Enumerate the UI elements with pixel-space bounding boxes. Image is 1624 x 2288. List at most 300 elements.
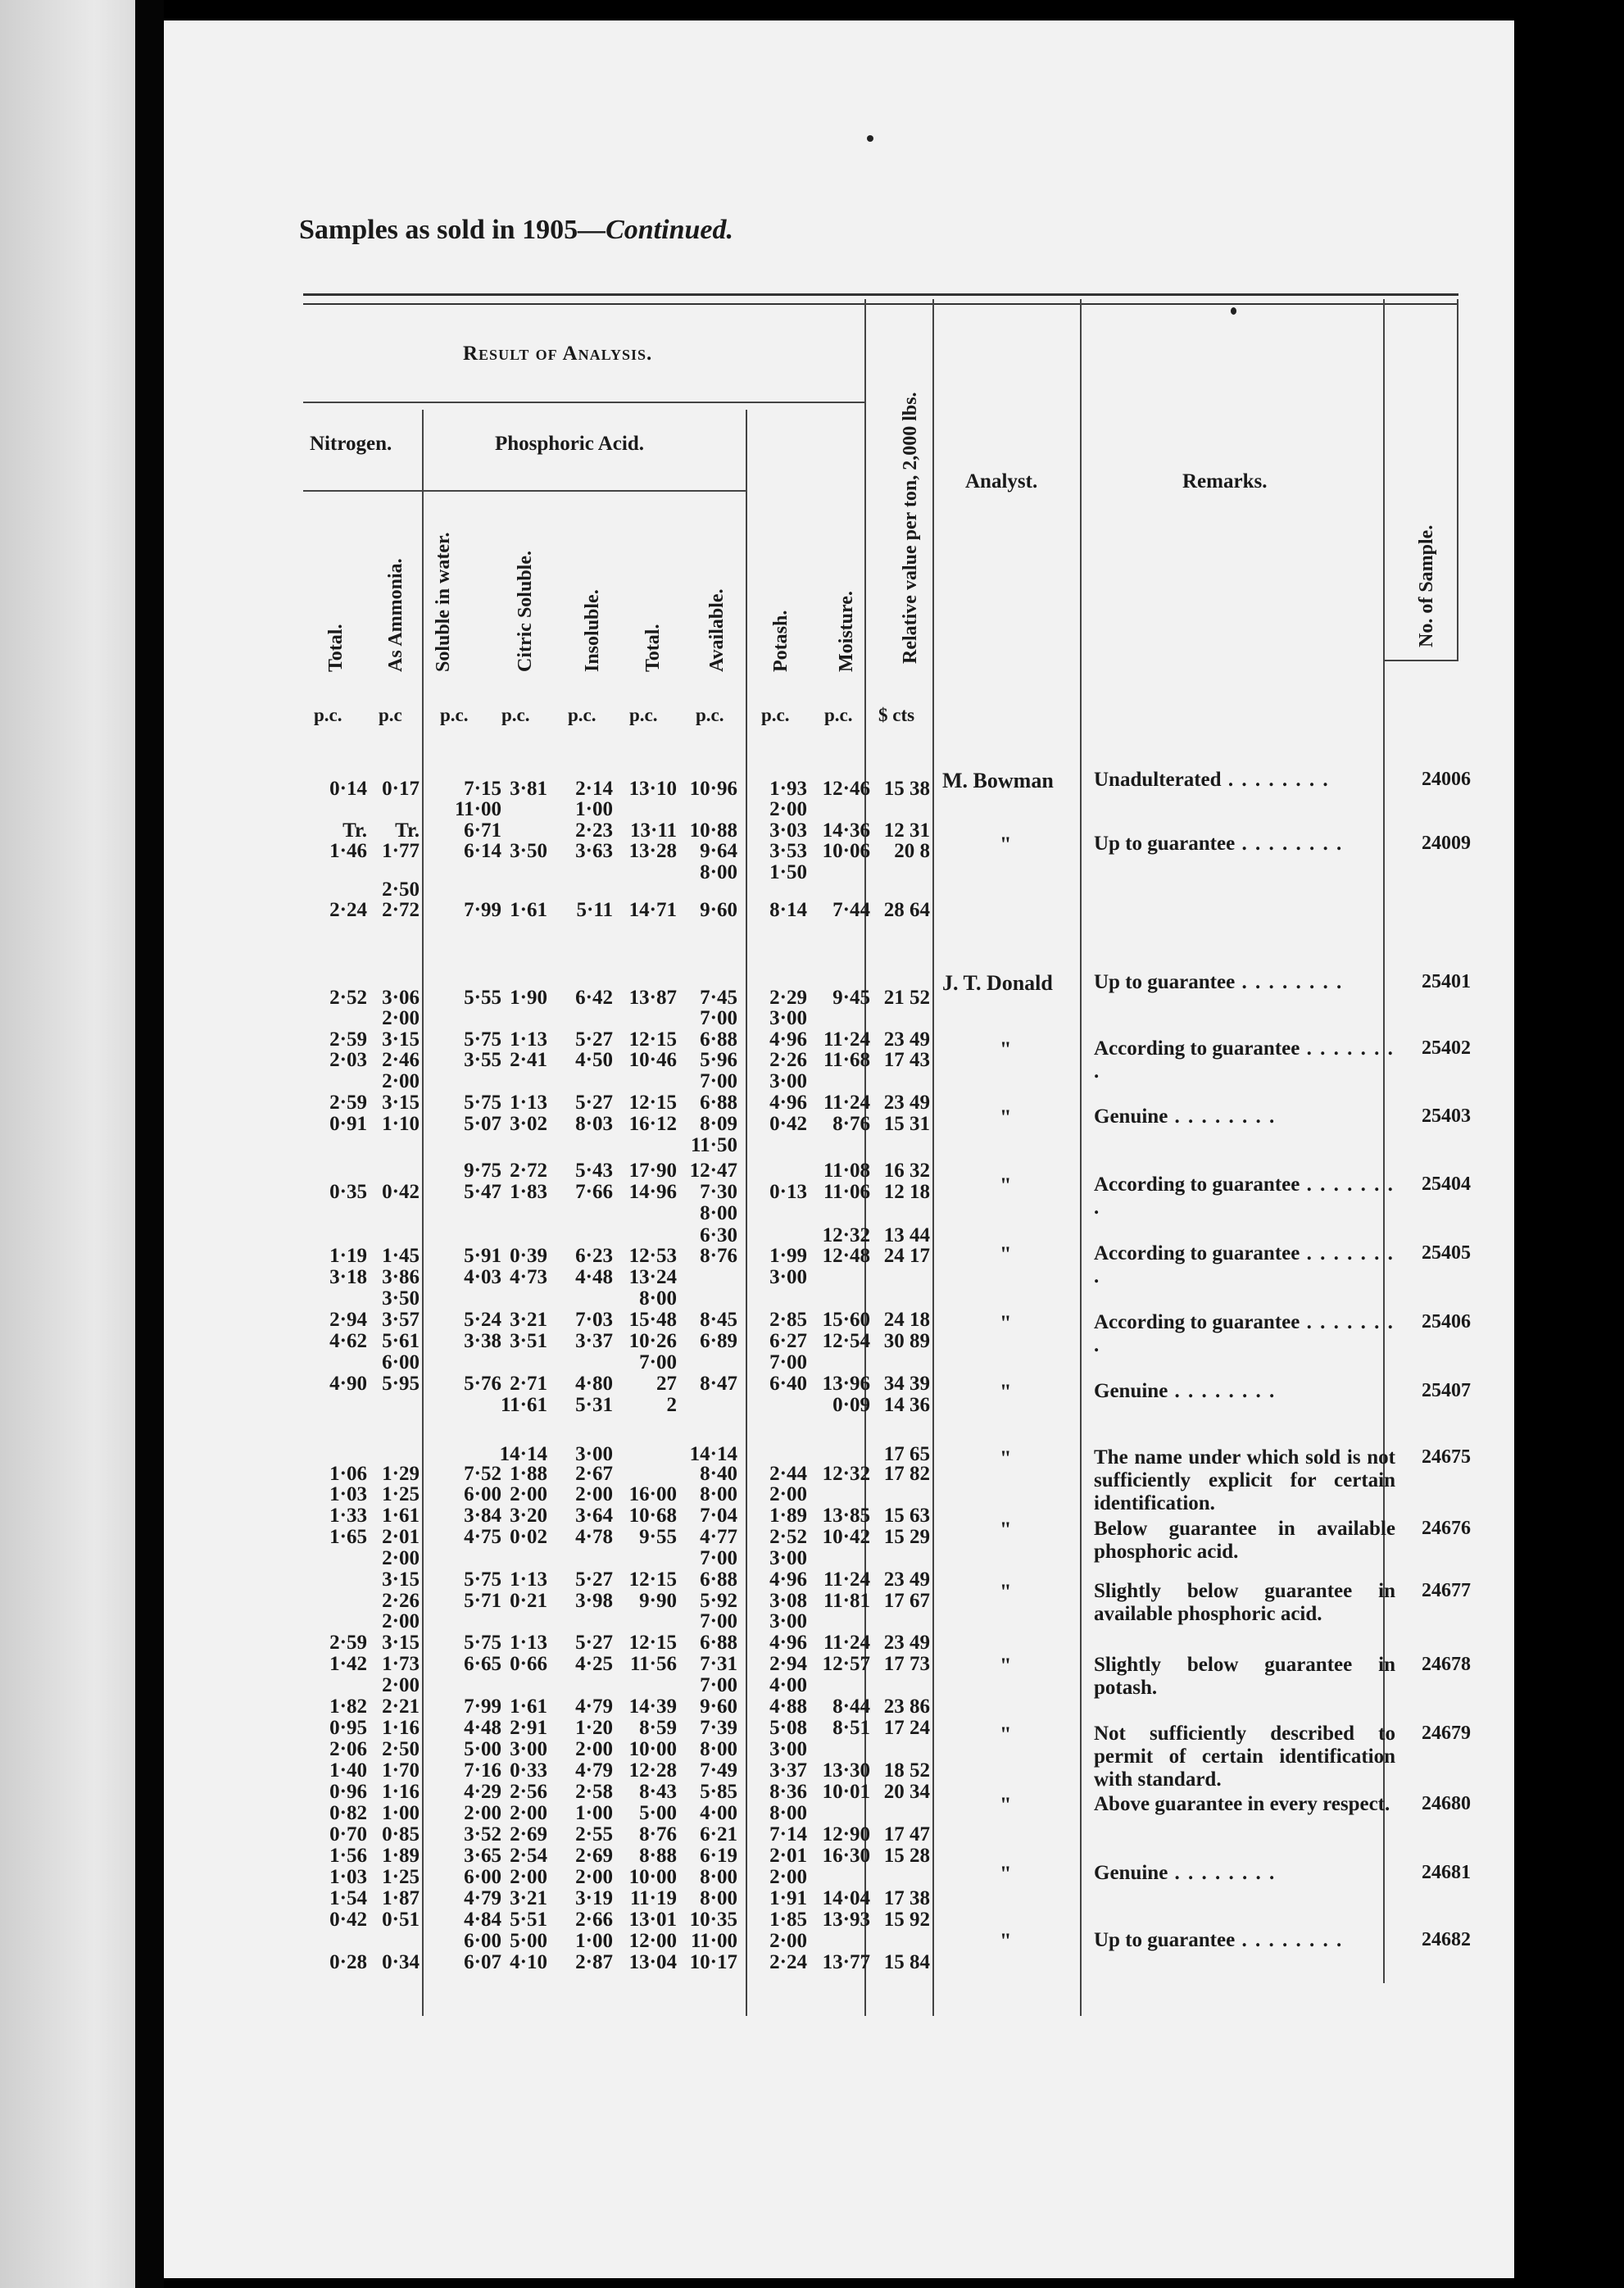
- cell-available: 9·64: [700, 840, 737, 862]
- remark-text: [1094, 833, 1395, 856]
- cell-moisture: 10·42: [822, 1526, 870, 1548]
- cell-as-ammonia: 1·70: [382, 1759, 420, 1782]
- cell-potash: 4·88: [769, 1696, 807, 1718]
- analyst-name: J. T. Donald: [942, 971, 1053, 995]
- cell-nitrogen-total: 1·46: [329, 840, 367, 862]
- cell-moisture: 13·93: [822, 1909, 870, 1931]
- cell-citric-soluble: 1·13: [510, 1568, 547, 1591]
- cell-available: 4·00: [700, 1802, 737, 1824]
- unit-label: p.c.: [314, 705, 342, 725]
- cell-moisture: 0·09: [832, 1394, 870, 1416]
- remark-label: Up to guarantee: [1094, 833, 1236, 855]
- cell-available: 11·00: [691, 1930, 737, 1952]
- remark-label: Unadulterated: [1094, 769, 1222, 791]
- cell-insoluble: 5·11: [576, 899, 613, 921]
- cell-as-ammonia: 5·61: [382, 1330, 420, 1352]
- cell-citric-soluble: 0·02: [510, 1526, 547, 1548]
- cell-phosphoric-total: 8·59: [639, 1717, 677, 1739]
- cell-moisture: 12·57: [822, 1653, 870, 1675]
- sample-number: 24680: [1422, 1793, 1471, 1814]
- ink-speck: [1231, 307, 1236, 315]
- cell-as-ammonia: 2·26: [382, 1590, 420, 1612]
- remark-label: Genuine: [1094, 1380, 1168, 1402]
- analyst-name: ": [1000, 1037, 1012, 1061]
- cell-insoluble: 2·00: [575, 1483, 613, 1505]
- cell-nitrogen-total: 2·94: [329, 1309, 367, 1331]
- cell-insoluble: 3·98: [575, 1590, 613, 1612]
- remark-label: According to guarantee: [1094, 1311, 1300, 1333]
- cell-insoluble: 2·67: [575, 1463, 613, 1485]
- cell-phosphoric-total: 13·87: [628, 987, 677, 1009]
- cell-relative-value: 15 38: [883, 778, 930, 800]
- cell-citric-soluble: 3·51: [510, 1330, 547, 1352]
- remark-text: [1094, 769, 1395, 792]
- sample-number: 25404: [1422, 1174, 1471, 1195]
- cell-soluble-in-water: 9·75: [464, 1160, 501, 1182]
- remark-label: Slightly below guarantee in available phosphoric acid.: [1094, 1580, 1395, 1625]
- title-main: Samples as sold in 1905: [299, 215, 578, 245]
- cell-potash: 2·00: [769, 1866, 807, 1888]
- col-soluble-in-water: Soluble in water.: [433, 532, 454, 672]
- cell-as-ammonia: 2·21: [382, 1696, 420, 1718]
- cell-insoluble: 3·00: [575, 1443, 613, 1465]
- cell-citric-soluble: 0·33: [510, 1759, 547, 1782]
- cell-soluble-in-water: 6·65: [464, 1653, 501, 1675]
- cell-moisture: 11·08: [823, 1160, 870, 1182]
- cell-potash: 7·14: [769, 1823, 807, 1845]
- cell-insoluble: 7·03: [575, 1309, 613, 1331]
- cell-relative-value: 13 44: [883, 1224, 930, 1246]
- cell-potash: 2·85: [769, 1309, 807, 1331]
- cell-insoluble: 1·00: [575, 1930, 613, 1952]
- cell-phosphoric-total: 10·46: [628, 1049, 677, 1071]
- cell-phosphoric-total: 10·00: [628, 1738, 677, 1760]
- cell-moisture: 15·60: [822, 1309, 870, 1331]
- cell-citric-soluble: 3·21: [510, 1309, 547, 1331]
- leader-dots: . . . . . . . .: [1094, 1242, 1395, 1287]
- cell-soluble-in-water: 6·71: [464, 819, 501, 842]
- cell-phosphoric-total: 8·43: [639, 1781, 677, 1803]
- remark-text: [1094, 1518, 1395, 1564]
- cell-as-ammonia: 1·00: [382, 1802, 420, 1824]
- cell-potash: 3·00: [769, 1070, 807, 1092]
- cell-nitrogen-total: 0·95: [329, 1717, 367, 1739]
- cell-potash: 1·85: [769, 1909, 807, 1931]
- cell-phosphoric-total: 11·56: [630, 1653, 677, 1675]
- cell-nitrogen-total: 0·70: [329, 1823, 367, 1845]
- cell-phosphoric-total: 12·15: [628, 1092, 677, 1114]
- cell-potash: 2·52: [769, 1526, 807, 1548]
- cell-available: 10·35: [689, 1909, 737, 1931]
- table-row: [0, 1952, 1624, 1973]
- remark-label: The name under which sold is not sufficiently explicit for certain identification.: [1094, 1446, 1395, 1514]
- cell-soluble-in-water: 6·07: [464, 1951, 501, 1973]
- cell-potash: 3·00: [769, 1007, 807, 1029]
- unit-label: p.c.: [824, 705, 853, 725]
- analyst-name: M. Bowman: [942, 769, 1054, 792]
- cell-as-ammonia: 3·15: [382, 1092, 420, 1114]
- cell-as-ammonia: 1·25: [382, 1866, 420, 1888]
- cell-citric-soluble: 4·73: [510, 1266, 547, 1288]
- cell-potash: 4·96: [769, 1568, 807, 1591]
- cell-relative-value: 23 49: [883, 1568, 930, 1591]
- cell-relative-value: 15 31: [883, 1113, 930, 1135]
- cell-soluble-in-water: 7·99: [464, 899, 501, 921]
- cell-moisture: 12·90: [822, 1823, 870, 1845]
- cell-potash: 1·91: [769, 1887, 807, 1909]
- cell-phosphoric-total: 17·90: [628, 1160, 677, 1182]
- cell-as-ammonia: 2·50: [382, 878, 420, 901]
- cell-as-ammonia: Tr.: [395, 819, 420, 842]
- cell-nitrogen-total: 1·82: [329, 1696, 367, 1718]
- cell-citric-soluble: 2·00: [510, 1866, 547, 1888]
- cell-as-ammonia: 2·01: [382, 1526, 420, 1548]
- remark-label: Up to guarantee: [1094, 1929, 1236, 1951]
- cell-as-ammonia: 1·87: [382, 1887, 420, 1909]
- cell-moisture: 13·77: [822, 1951, 870, 1973]
- cell-as-ammonia: 3·57: [382, 1309, 420, 1331]
- analyst-name: ": [1000, 1793, 1012, 1817]
- cell-citric-soluble: 2·91: [510, 1717, 547, 1739]
- leader-dots: . . . . . . . .: [1235, 833, 1344, 855]
- cell-insoluble: 5·27: [575, 1028, 613, 1051]
- cell-insoluble: 7·66: [575, 1181, 613, 1203]
- cell-as-ammonia: 2·50: [382, 1738, 420, 1760]
- cell-available: 6·88: [700, 1092, 737, 1114]
- table-row: [0, 1008, 1624, 1029]
- cell-phosphoric-total: 14·71: [628, 899, 677, 921]
- cell-soluble-in-water: 5·24: [464, 1309, 501, 1331]
- analyst-name: ": [1000, 833, 1012, 856]
- cell-potash: 4·96: [769, 1092, 807, 1114]
- cell-soluble-in-water: 4·79: [464, 1887, 501, 1909]
- cell-phosphoric-total: 13·04: [628, 1951, 677, 1973]
- cell-relative-value: 17 67: [883, 1590, 930, 1612]
- cell-citric-soluble: 11·61: [501, 1394, 547, 1416]
- remark-label: Above guarantee in every respect.: [1094, 1793, 1390, 1815]
- cell-available: 7·39: [700, 1717, 737, 1739]
- cell-moisture: 12·54: [822, 1330, 870, 1352]
- analyst-name: ": [1000, 1174, 1012, 1197]
- cell-insoluble: 2·58: [575, 1781, 613, 1803]
- cell-phosphoric-total: 12·15: [628, 1568, 677, 1591]
- cell-relative-value: 15 28: [883, 1845, 930, 1867]
- cell-available: 7·00: [700, 1547, 737, 1569]
- cell-nitrogen-total: 1·56: [329, 1845, 367, 1867]
- cell-potash: 2·94: [769, 1653, 807, 1675]
- analyst-header: Analyst.: [965, 470, 1038, 493]
- cell-as-ammonia: 0·17: [382, 778, 420, 800]
- cell-as-ammonia: 1·77: [382, 840, 420, 862]
- cell-potash: 2·00: [769, 1483, 807, 1505]
- unit-label: p.c.: [501, 705, 530, 725]
- cell-insoluble: 3·63: [575, 840, 613, 862]
- cell-as-ammonia: 0·34: [382, 1951, 420, 1973]
- cell-insoluble: 1·00: [575, 1802, 613, 1824]
- cell-potash: 3·08: [769, 1590, 807, 1612]
- cell-available: 14·14: [689, 1443, 737, 1465]
- subheader-underline: [303, 490, 746, 492]
- table-top-rule-2: [303, 303, 1458, 305]
- cell-insoluble: 5·31: [575, 1394, 613, 1416]
- cell-relative-value: 15 84: [883, 1951, 930, 1973]
- cell-as-ammonia: 2·72: [382, 899, 420, 921]
- cell-relative-value: 17 38: [883, 1887, 930, 1909]
- cell-soluble-in-water: 4·48: [464, 1717, 501, 1739]
- cell-available: 8·09: [700, 1113, 737, 1135]
- cell-phosphoric-total: 12·00: [628, 1930, 677, 1952]
- cell-moisture: 11·24: [823, 1028, 870, 1051]
- cell-phosphoric-total: 12·28: [628, 1759, 677, 1782]
- unit-label: p.c.: [696, 705, 724, 725]
- remark-text: [1094, 1242, 1395, 1288]
- cell-moisture: 14·04: [822, 1887, 870, 1909]
- leader-dots: . . . . . . . .: [1168, 1105, 1277, 1128]
- analyst-name: ": [1000, 1446, 1012, 1470]
- cell-available: 5·85: [700, 1781, 737, 1803]
- cell-soluble-in-water: 6·00: [464, 1866, 501, 1888]
- cell-insoluble: 3·64: [575, 1505, 613, 1527]
- cell-insoluble: 2·55: [575, 1823, 613, 1845]
- cell-insoluble: 6·42: [575, 987, 613, 1009]
- cell-citric-soluble: 2·56: [510, 1781, 547, 1803]
- cell-citric-soluble: 1·83: [510, 1181, 547, 1203]
- cell-phosphoric-total: 10·00: [628, 1866, 677, 1888]
- sample-number: 25407: [1422, 1380, 1471, 1401]
- cell-phosphoric-total: 2: [666, 1394, 677, 1416]
- sample-number: 24009: [1422, 833, 1471, 854]
- table-row: [0, 1888, 1624, 1909]
- col-as-ammonia: As Ammonia.: [385, 558, 406, 672]
- leader-dots: . . . . . . . .: [1235, 1929, 1344, 1951]
- unit-label: p.c.: [568, 705, 597, 725]
- cell-moisture: 12·32: [822, 1224, 870, 1246]
- cell-phosphoric-total: 9·55: [639, 1526, 677, 1548]
- cell-as-ammonia: 1·29: [382, 1463, 420, 1485]
- cell-available: 7·31: [700, 1653, 737, 1675]
- cell-soluble-in-water: 7·52: [464, 1463, 501, 1485]
- remark-label: According to guarantee: [1094, 1242, 1300, 1264]
- cell-as-ammonia: 2·00: [382, 1674, 420, 1696]
- remark-label: Genuine: [1094, 1862, 1168, 1884]
- cell-potash: 0·42: [769, 1113, 807, 1135]
- cell-moisture: 14·36: [822, 819, 870, 842]
- cell-insoluble: 2·14: [575, 778, 613, 800]
- cell-relative-value: 14 36: [883, 1394, 930, 1416]
- remarks-header: Remarks.: [1182, 470, 1268, 493]
- cell-as-ammonia: 3·15: [382, 1028, 420, 1051]
- cell-as-ammonia: 2·00: [382, 1610, 420, 1632]
- cell-insoluble: 4·48: [575, 1266, 613, 1288]
- cell-nitrogen-total: 4·62: [329, 1330, 367, 1352]
- cell-as-ammonia: 1·45: [382, 1245, 420, 1267]
- cell-nitrogen-total: 0·96: [329, 1781, 367, 1803]
- cell-citric-soluble: 3·20: [510, 1505, 547, 1527]
- table-row: [0, 1909, 1624, 1931]
- sample-number: 25403: [1422, 1105, 1471, 1127]
- cell-potash: 3·03: [769, 819, 807, 842]
- table-row: [0, 879, 1624, 901]
- leader-dots: . . . . . . . .: [1094, 1037, 1395, 1083]
- cell-potash: 1·93: [769, 778, 807, 800]
- cell-insoluble: 2·66: [575, 1909, 613, 1931]
- remark-text: [1094, 1862, 1395, 1885]
- ink-speck: [867, 135, 873, 142]
- cell-soluble-in-water: 5·00: [464, 1738, 501, 1760]
- cell-nitrogen-total: 0·14: [329, 778, 367, 800]
- cell-potash: 3·53: [769, 840, 807, 862]
- cell-soluble-in-water: 5·55: [464, 987, 501, 1009]
- sample-number: 24675: [1422, 1446, 1471, 1468]
- cell-potash: 3·00: [769, 1610, 807, 1632]
- analyst-name: ": [1000, 1242, 1012, 1266]
- leader-dots: . . . . . . . .: [1168, 1862, 1277, 1884]
- col-insoluble: Insoluble.: [582, 589, 603, 672]
- cell-relative-value: 28 64: [883, 899, 930, 921]
- cell-as-ammonia: 2·00: [382, 1070, 420, 1092]
- cell-potash: 2·29: [769, 987, 807, 1009]
- cell-soluble-in-water: 7·99: [464, 1696, 501, 1718]
- remark-label: Genuine: [1094, 1105, 1168, 1128]
- cell-nitrogen-total: 0·42: [329, 1909, 367, 1931]
- cell-citric-soluble: 3·00: [510, 1738, 547, 1760]
- cell-moisture: 11·24: [823, 1632, 870, 1654]
- cell-as-ammonia: 1·10: [382, 1113, 420, 1135]
- cell-available: 5·92: [700, 1590, 737, 1612]
- cell-soluble-in-water: 5·75: [464, 1092, 501, 1114]
- sample-number: 24006: [1422, 769, 1471, 790]
- cell-nitrogen-total: 2·59: [329, 1028, 367, 1051]
- table-row: [0, 900, 1624, 921]
- analyst-name: ": [1000, 1311, 1012, 1335]
- cell-available: 8·40: [700, 1463, 737, 1485]
- cell-citric-soluble: 1·13: [510, 1632, 547, 1654]
- cell-relative-value: 12 31: [883, 819, 930, 842]
- cell-as-ammonia: 3·06: [382, 987, 420, 1009]
- cell-moisture: 8·51: [832, 1717, 870, 1739]
- cell-available: 9·60: [700, 1696, 737, 1718]
- cell-potash: 8·14: [769, 899, 807, 921]
- cell-nitrogen-total: 4·90: [329, 1373, 367, 1395]
- cell-relative-value: 12 18: [883, 1181, 930, 1203]
- cell-phosphoric-total: 16·00: [628, 1483, 677, 1505]
- leader-dots: . . . . . . . .: [1168, 1380, 1277, 1402]
- cell-as-ammonia: 2·00: [382, 1547, 420, 1569]
- cell-nitrogen-total: 1·03: [329, 1866, 367, 1888]
- cell-soluble-in-water: 3·52: [464, 1823, 501, 1845]
- cell-soluble-in-water: 3·65: [464, 1845, 501, 1867]
- cell-citric-soluble: 1·61: [510, 899, 547, 921]
- analyst-name: ": [1000, 1518, 1012, 1541]
- cell-as-ammonia: 3·50: [382, 1287, 420, 1310]
- cell-available: 6·88: [700, 1568, 737, 1591]
- cell-citric-soluble: 0·66: [510, 1653, 547, 1675]
- cell-nitrogen-total: 2·59: [329, 1092, 367, 1114]
- table-row: [0, 1824, 1624, 1845]
- sample-header-underline: [1385, 660, 1458, 661]
- cell-as-ammonia: 6·00: [382, 1351, 420, 1373]
- cell-as-ammonia: 2·46: [382, 1049, 420, 1071]
- cell-available: 7·00: [700, 1610, 737, 1632]
- cell-insoluble: 2·69: [575, 1845, 613, 1867]
- cell-available: 9·60: [700, 899, 737, 921]
- cell-moisture: 11·68: [823, 1049, 870, 1071]
- cell-available: 12·47: [689, 1160, 737, 1182]
- cell-potash: 2·01: [769, 1845, 807, 1867]
- cell-relative-value: 23 49: [883, 1028, 930, 1051]
- cell-as-ammonia: 1·89: [382, 1845, 420, 1867]
- cell-relative-value: 21 52: [883, 987, 930, 1009]
- leader-dots: . . . . . . . .: [1235, 971, 1344, 993]
- cell-potash: 3·00: [769, 1547, 807, 1569]
- cell-potash: 7·00: [769, 1351, 807, 1373]
- cell-potash: 2·24: [769, 1951, 807, 1973]
- remark-text: [1094, 971, 1395, 994]
- analyst-name: ": [1000, 1723, 1012, 1746]
- cell-moisture: 10·06: [822, 840, 870, 862]
- cell-potash: 1·89: [769, 1505, 807, 1527]
- cell-as-ammonia: 0·85: [382, 1823, 420, 1845]
- cell-nitrogen-total: 1·06: [329, 1463, 367, 1485]
- table-row: [0, 1632, 1624, 1654]
- cell-phosphoric-total: 10·26: [628, 1330, 677, 1352]
- cell-phosphoric-total: 13·01: [628, 1909, 677, 1931]
- cell-relative-value: 23 49: [883, 1632, 930, 1654]
- cell-nitrogen-total: 2·24: [329, 899, 367, 921]
- cell-potash: 5·08: [769, 1717, 807, 1739]
- cell-citric-soluble: 2·54: [510, 1845, 547, 1867]
- cell-citric-soluble: 2·41: [510, 1049, 547, 1071]
- cell-citric-soluble: 1·61: [510, 1696, 547, 1718]
- col-relative-value: Relative value per ton, 2,000 lbs.: [900, 392, 921, 664]
- cell-soluble-in-water: 3·55: [464, 1049, 501, 1071]
- table-top-rule: [303, 293, 1458, 296]
- cell-phosphoric-total: 8·88: [639, 1845, 677, 1867]
- sample-number: 24679: [1422, 1723, 1471, 1744]
- cell-insoluble: 2·87: [575, 1951, 613, 1973]
- cell-as-ammonia: 1·61: [382, 1505, 420, 1527]
- cell-citric-soluble: 2·72: [510, 1160, 547, 1182]
- cell-available: 10·88: [689, 819, 737, 842]
- cell-moisture: 11·24: [823, 1092, 870, 1114]
- cell-citric-soluble: 4·10: [510, 1951, 547, 1973]
- cell-citric-soluble: 5·00: [510, 1930, 547, 1952]
- cell-soluble-in-water: 5·71: [464, 1590, 501, 1612]
- col-potash: Potash.: [770, 610, 792, 672]
- remark-label: Below guarantee in available phosphoric acid.: [1094, 1518, 1395, 1563]
- cell-available: 10·96: [689, 778, 737, 800]
- cell-nitrogen-total: 1·19: [329, 1245, 367, 1267]
- cell-potash: 4·00: [769, 1674, 807, 1696]
- cell-citric-soluble: 3·21: [510, 1887, 547, 1909]
- cell-moisture: 13·96: [822, 1373, 870, 1395]
- cell-available: 8·00: [700, 1483, 737, 1505]
- cell-available: 7·00: [700, 1007, 737, 1029]
- cell-phosphoric-total: 11·19: [630, 1887, 677, 1909]
- sample-number: 25405: [1422, 1242, 1471, 1264]
- result-of-analysis-header: Result of Analysis.: [463, 343, 653, 365]
- cell-available: 8·00: [700, 1738, 737, 1760]
- remark-label: Up to guarantee: [1094, 971, 1236, 993]
- cell-available: 8·00: [700, 1866, 737, 1888]
- cell-as-ammonia: 3·15: [382, 1568, 420, 1591]
- cell-soluble-in-water: 6·00: [464, 1483, 501, 1505]
- sample-number: 25402: [1422, 1037, 1471, 1059]
- cell-available: 6·88: [700, 1028, 737, 1051]
- cell-soluble-in-water: 4·75: [464, 1526, 501, 1548]
- cell-insoluble: 4·80: [575, 1373, 613, 1395]
- cell-potash: 3·00: [769, 1266, 807, 1288]
